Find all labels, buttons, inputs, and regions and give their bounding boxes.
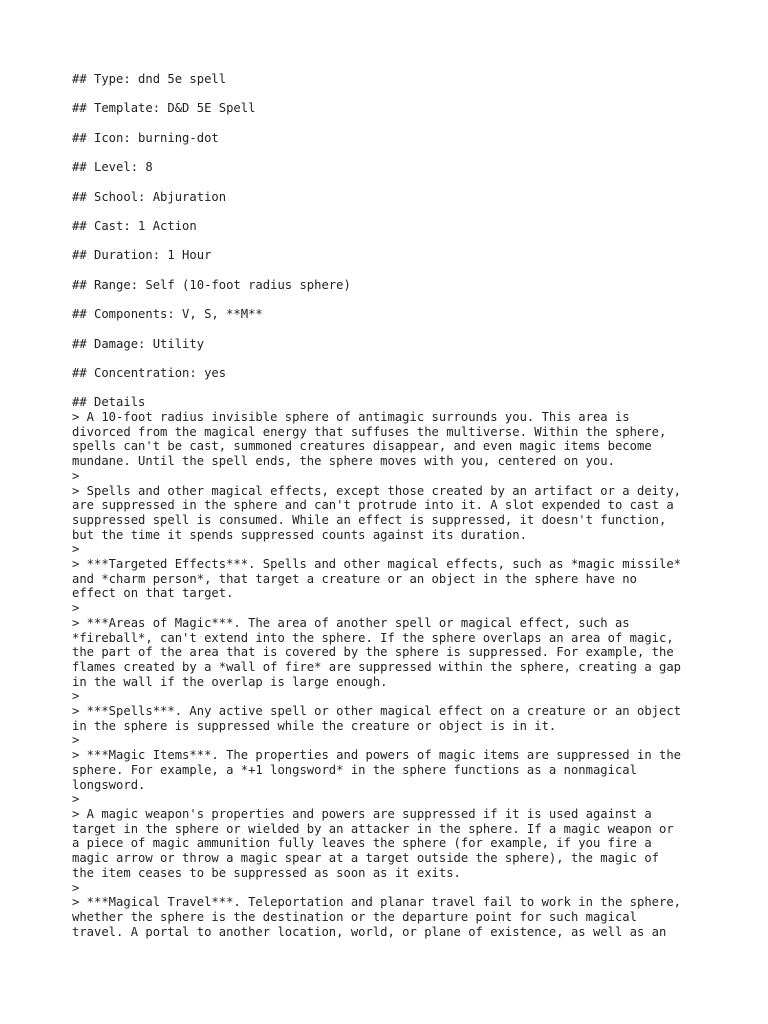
- details-line: travel. A portal to another location, world, or plane of existence, as well as an: [72, 924, 667, 939]
- meta-school: ## School: Abjuration: [72, 189, 227, 204]
- meta-components: ## Components: V, S, **M**: [72, 307, 263, 322]
- details-body: [72, 410, 712, 939]
- meta-cast: ## Cast: 1 Action: [72, 218, 197, 233]
- details-line: >: [72, 542, 80, 557]
- details-line: in the wall if the overlap is large enough.: [72, 674, 388, 689]
- meta-range: ## Range: Self (10-foot radius sphere): [72, 277, 351, 292]
- details-line: > Spells and other magical effects, except those created by an artifact or a deity,: [72, 483, 682, 498]
- details-line: divorced from the magical energy that suffuses the multiverse. Within the sphere,: [72, 424, 667, 439]
- details-line: > ***Targeted Effects***. Spells and other magical effects, such as *magic missile*: [72, 557, 682, 572]
- details-line: target in the sphere or wielded by an attacker in the sphere. If a magic weapon or: [72, 821, 674, 836]
- details-line: longsword.: [72, 777, 146, 792]
- document-page: [72, 72, 712, 939]
- details-line: > ***Areas of Magic***. The area of another spell or magical effect, such as: [72, 615, 630, 630]
- details-line: > A magic weapon's properties and powers are suppressed if it is used against a: [72, 806, 652, 821]
- details-line: >: [72, 689, 80, 704]
- details-line: flames created by a *wall of fire* are suppressed within the sphere, creating a gap: [72, 659, 682, 674]
- details-line: and *charm person*, that target a creature or an object in the sphere have no: [72, 571, 637, 586]
- details-line: are suppressed in the sphere and can't protrude into it. A slot expended to cast a: [72, 498, 674, 513]
- details-line: effect on that target.: [72, 586, 234, 601]
- details-line: sphere. For example, a *+1 longsword* in the sphere functions as a nonmagical: [72, 762, 637, 777]
- details-heading: ## Details: [72, 395, 146, 410]
- details-line: >: [72, 733, 80, 748]
- meta-icon: ## Icon: burning-dot: [72, 130, 219, 145]
- details-line: >: [72, 792, 80, 807]
- details-line: > ***Magical Travel***. Teleportation and planar travel fail to work in the sphere,: [72, 895, 682, 910]
- details-line: the part of the area that is covered by the sphere is suppressed. For example, the: [72, 645, 674, 660]
- details-line: > ***Spells***. Any active spell or other magical effect on a creature or an object: [72, 704, 682, 719]
- meta-type: ## Type: dnd 5e spell: [72, 72, 227, 86]
- details-line: the item ceases to be suppressed as soon as it exits.: [72, 865, 461, 880]
- meta-template: ## Template: D&D 5E Spell: [72, 101, 256, 116]
- details-line: >: [72, 601, 80, 616]
- details-line: > ***Magic Items***. The properties and powers of magic items are suppressed in the: [72, 748, 682, 763]
- details-line: but the time it spends suppressed counts against its duration.: [72, 527, 527, 542]
- meta-concentration: ## Concentration: yes: [72, 365, 227, 380]
- details-line: > A 10-foot radius invisible sphere of antimagic surrounds you. This area is: [72, 410, 630, 424]
- details-line: >: [72, 880, 80, 895]
- details-line: magic arrow or throw a magic spear at a target outside the sphere), the magic of: [72, 851, 659, 866]
- meta-level: ## Level: 8: [72, 160, 153, 175]
- details-line: in the sphere is suppressed while the creature or object is in it.: [72, 718, 557, 733]
- details-line: *fireball*, can't extend into the sphere. If the sphere overlaps an area of magic,: [72, 630, 674, 645]
- details-line: a piece of magic ammunition fully leaves the sphere (for example, if you fire a: [72, 836, 652, 851]
- details-line: spells can't be cast, summoned creatures disappear, and even magic items become: [72, 439, 652, 454]
- meta-damage: ## Damage: Utility: [72, 336, 205, 351]
- details-line: whether the sphere is the destination or the departure point for such magical: [72, 909, 637, 924]
- details-line: suppressed spell is consumed. While an effect is suppressed, it doesn't function,: [72, 512, 667, 527]
- details-line: >: [72, 468, 80, 483]
- details-line: mundane. Until the spell ends, the sphere moves with you, centered on you.: [72, 454, 615, 469]
- meta-duration: ## Duration: 1 Hour: [72, 248, 212, 263]
